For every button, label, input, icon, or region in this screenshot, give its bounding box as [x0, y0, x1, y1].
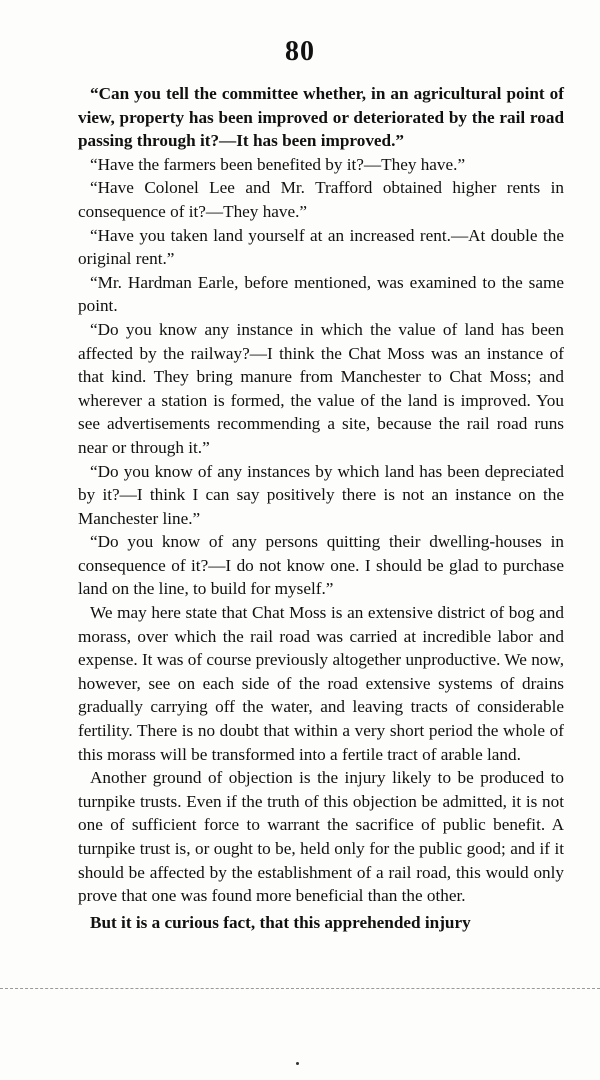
paragraph-8: “Do you know of any persons quitting their dwelling-houses in consequence of it?—I do not know one. I should be glad to purchase land on the line, to build for myself.” [78, 532, 564, 599]
paragraph-10: Another ground of objection is the injury likely to be produced to turnpike trusts. Even if the truth of this objection be admitted, it is not one of sufficient force to warrant the sacrifice of public benefit. A turnpike trust is, or ought to be, held only for the public good; and if it should be affected by the establishment of a rail road, this would only prove that one was found more beneficial than the other. [78, 768, 564, 906]
paragraph-5: “Mr. Hardman Earle, before mentioned, was examined to the same point. [78, 272, 564, 316]
scan-fold-line [0, 988, 600, 989]
paragraph-6: “Do you know any instance in which the value of land has been affected by the railway?—I think the Chat Moss was an instance of that kind. They bring manure from Manchester to Chat Moss; and wherever a station is formed, the value of the land is improved. You see advertisements recommending a site, because the rail road runs near or through it.” [78, 319, 564, 457]
paragraph-4: “Have you taken land yourself at an increased rent.—At double the original rent.” [78, 225, 564, 269]
body-text [78, 82, 564, 934]
paragraph-11: But it is a curious fact, that this apprehended injury [90, 912, 471, 932]
paragraph-1: “Can you tell the committee whether, in an agricultural point of view, property has been improved or deteriorated by the rail road passing through it?—It has been improved.” [78, 84, 564, 151]
paragraph-7: “Do you know of any instances by which land has been depreciated by it?—I think I can say positively there is not an instance on the Manchester line.” [78, 461, 564, 528]
page-number: 80 [285, 36, 315, 67]
ink-speck [296, 1062, 299, 1065]
paragraph-9: We may here state that Chat Moss is an extensive district of bog and morass, over which the rail road was carried at incredible labor and expense. It was of course previously altogether unproductive. We now, however, see on each side of the road extensive systems of drains gradually carrying off the water, and leaving tracts of considerable fertility. There is no doubt that within a very short period the whole of this morass will be transformed into a fertile tract of arable land. [78, 603, 564, 764]
paragraph-3: “Have Colonel Lee and Mr. Trafford obtained higher rents in consequence of it?—They have.” [78, 178, 564, 221]
paragraph-2: “Have the farmers been benefited by it?—They have.” [90, 154, 466, 174]
